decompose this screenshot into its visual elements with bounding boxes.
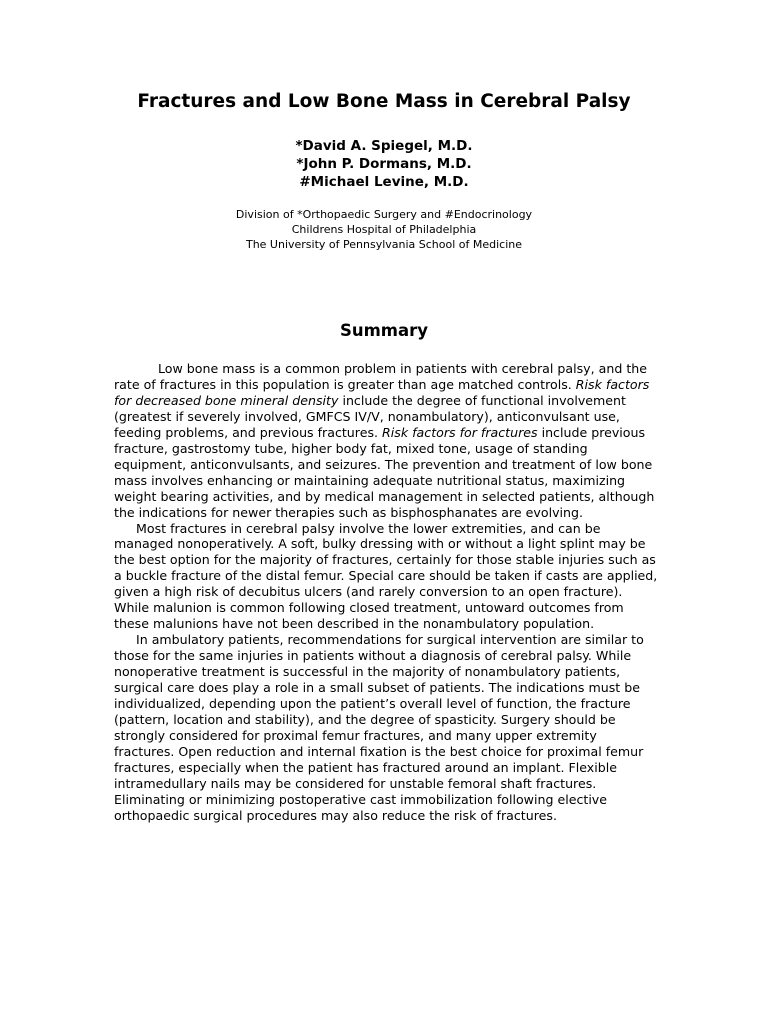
summary-heading: Summary xyxy=(339,321,429,340)
paragraph-text: Low bone mass is a common problem in patients with cerebral palsy, and the rate of fractures in this population is greater than age matched controls. xyxy=(114,361,647,392)
author-name: *David A. Spiegel, M.D. xyxy=(295,138,473,154)
affiliation-line: Childrens Hospital of Philadelphia xyxy=(291,223,477,236)
paragraph-text: include previous fracture, gastrostomy tube, higher body fat, mixed tone, usage of standing equipment, anticonvulsants, and seizures. The prevention and treatment of low bone mass involves enhancing or maintaining adequate nutritional status, maximizing weight bearing activities, and by medical management in selected patients, although the indications for newer therapies such as bisphosphanates are evolving. xyxy=(114,424,655,520)
summary-paragraph: Most fractures in cerebral palsy involve the lower extremities, and can be managed nonoperatively. A soft, bulky dressing with or without a light splint may be the best option for the majority of fractures, certainly for those stable injuries such as a buckle fracture of the distal femur. Special care should be taken if casts are applied, given a high risk of decubitus ulcers (and rarely conversion to an open fracture). While malunion is common following closed treatment, untoward outcomes from these malunions have not been described in the nonambulatory population. xyxy=(114,520,658,632)
emphasized-text: Risk factors for fractures xyxy=(382,424,538,440)
affiliation-line: The University of Pennsylvania School of Medicine xyxy=(245,238,523,251)
author-list xyxy=(0,137,768,191)
affiliation-line: Division of *Orthopaedic Surgery and #Endocrinology xyxy=(235,208,533,221)
summary-body xyxy=(114,361,658,824)
affiliation-block xyxy=(0,207,768,252)
emphasized-text: Risk factors for decreased bone mineral density xyxy=(114,376,650,408)
summary-paragraph: In ambulatory patients, recommendations for surgical intervention are similar to those for the same injuries in patients without a diagnosis of cerebral palsy. While nonoperative treatment is successful in the majority of nonambulatory patients, surgical care does play a role in a small subset of patients. The indications must be individualized, depending upon the patient’s overall level of function, the fracture (pattern, location and stability), and the degree of spasticity. Surgery should be strongly considered for proximal femur fractures, and many upper extremity fractures. Open reduction and internal fixation is the best choice for proximal femur fractures, especially when the patient has fractured around an implant. Flexible intramedullary nails may be considered for unstable femoral shaft fractures. Eliminating or minimizing postoperative cast immobilization following elective orthopaedic surgical procedures may also reduce the risk of fractures. xyxy=(114,632,644,823)
author-name: *John P. Dormans, M.D. xyxy=(296,156,472,172)
summary-paragraph xyxy=(114,361,658,521)
document-title: Fractures and Low Bone Mass in Cerebral Palsy xyxy=(137,91,631,112)
paragraph-text: include the degree of functional involvement (greatest if severely involved, GMFCS IV/V, nonambulatory), anticonvulsant use, feeding problems, and previous fractures. xyxy=(114,392,626,440)
author-name: #Michael Levine, M.D. xyxy=(299,174,469,190)
